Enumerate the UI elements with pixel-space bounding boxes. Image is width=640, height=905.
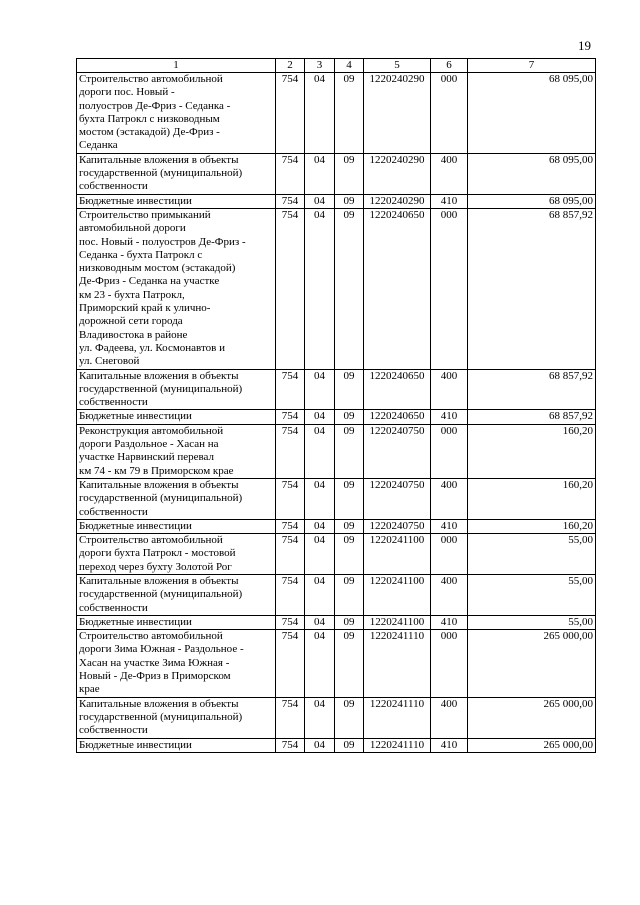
row-section-cell: 04 xyxy=(305,738,335,752)
row-subsection-cell: 09 xyxy=(335,73,364,154)
budget-table xyxy=(76,58,596,753)
row-section-cell: 04 xyxy=(305,615,335,629)
row-expense-type-cell: 400 xyxy=(431,574,468,615)
row-section-cell: 04 xyxy=(305,478,335,519)
row-name-cell: Капитальные вложения в объекты государственной (муниципальной) собственности xyxy=(77,369,276,410)
row-expense-type-cell: 400 xyxy=(431,478,468,519)
col-header-7: 7 xyxy=(468,59,596,73)
row-subsection-cell: 09 xyxy=(335,369,364,410)
col-header-2: 2 xyxy=(276,59,305,73)
row-expense-type-cell: 000 xyxy=(431,630,468,697)
row-target-article-cell: 1220240290 xyxy=(364,73,431,154)
row-section-cell: 04 xyxy=(305,574,335,615)
table-row xyxy=(77,153,596,194)
row-amount-cell: 265 000,00 xyxy=(468,738,596,752)
row-section-cell: 04 xyxy=(305,424,335,478)
row-name-cell: Строительство автомобильной дороги бухта Патрокл - мостовой переход через бухту Золотой Рог xyxy=(77,534,276,575)
table-row xyxy=(77,574,596,615)
row-name-cell: Строительство автомобильной дороги Зима Южная - Раздольное - Хасан на участке Зима Южная - Новый - Де-Фриз в Приморском крае xyxy=(77,630,276,697)
row-expense-type-cell: 410 xyxy=(431,410,468,424)
row-grbs-cell: 754 xyxy=(276,519,305,533)
row-amount-cell: 68 857,92 xyxy=(468,410,596,424)
row-grbs-cell: 754 xyxy=(276,153,305,194)
table-row xyxy=(77,73,596,154)
row-amount-cell: 160,20 xyxy=(468,478,596,519)
row-amount-cell: 68 095,00 xyxy=(468,194,596,208)
row-subsection-cell: 09 xyxy=(335,153,364,194)
table-row xyxy=(77,534,596,575)
row-target-article-cell: 1220240290 xyxy=(364,194,431,208)
table-row xyxy=(77,519,596,533)
row-target-article-cell: 1220240650 xyxy=(364,369,431,410)
row-grbs-cell: 754 xyxy=(276,697,305,738)
row-target-article-cell: 1220241110 xyxy=(364,697,431,738)
row-grbs-cell: 754 xyxy=(276,630,305,697)
row-name-cell: Реконструкция автомобильной дороги Раздольное - Хасан на участке Нарвинский перевал км 74 - км 79 в Приморском крае xyxy=(77,424,276,478)
row-subsection-cell: 09 xyxy=(335,208,364,369)
row-section-cell: 04 xyxy=(305,534,335,575)
row-grbs-cell: 754 xyxy=(276,534,305,575)
row-target-article-cell: 1220241110 xyxy=(364,630,431,697)
row-target-article-cell: 1220241100 xyxy=(364,574,431,615)
row-target-article-cell: 1220241110 xyxy=(364,738,431,752)
table-row xyxy=(77,615,596,629)
row-grbs-cell: 754 xyxy=(276,738,305,752)
row-section-cell: 04 xyxy=(305,194,335,208)
row-name-cell: Капитальные вложения в объекты государственной (муниципальной) собственности xyxy=(77,574,276,615)
row-section-cell: 04 xyxy=(305,73,335,154)
row-target-article-cell: 1220240750 xyxy=(364,424,431,478)
table-row xyxy=(77,478,596,519)
row-grbs-cell: 754 xyxy=(276,478,305,519)
col-header-1: 1 xyxy=(77,59,276,73)
row-grbs-cell: 754 xyxy=(276,574,305,615)
row-subsection-cell: 09 xyxy=(335,534,364,575)
row-name-cell: Бюджетные инвестиции xyxy=(77,615,276,629)
row-subsection-cell: 09 xyxy=(335,519,364,533)
row-name-cell: Капитальные вложения в объекты государственной (муниципальной) собственности xyxy=(77,478,276,519)
row-target-article-cell: 1220240750 xyxy=(364,478,431,519)
row-subsection-cell: 09 xyxy=(335,194,364,208)
row-subsection-cell: 09 xyxy=(335,424,364,478)
col-header-4: 4 xyxy=(335,59,364,73)
row-section-cell: 04 xyxy=(305,519,335,533)
row-amount-cell: 160,20 xyxy=(468,519,596,533)
row-target-article-cell: 1220241100 xyxy=(364,534,431,575)
row-section-cell: 04 xyxy=(305,208,335,369)
row-amount-cell: 160,20 xyxy=(468,424,596,478)
row-section-cell: 04 xyxy=(305,153,335,194)
row-name-cell: Строительство автомобильной дороги пос. Новый - полуостров Де-Фриз - Седанка - бухта Патрокл с низководным мостом (эстакадой) Де-Фриз - Седанка xyxy=(77,73,276,154)
row-amount-cell: 68 095,00 xyxy=(468,153,596,194)
row-expense-type-cell: 400 xyxy=(431,369,468,410)
row-grbs-cell: 754 xyxy=(276,615,305,629)
col-header-6: 6 xyxy=(431,59,468,73)
row-amount-cell: 55,00 xyxy=(468,534,596,575)
row-subsection-cell: 09 xyxy=(335,697,364,738)
table-row xyxy=(77,410,596,424)
page-number: 19 xyxy=(578,38,591,53)
table-row xyxy=(77,630,596,697)
row-target-article-cell: 1220240750 xyxy=(364,519,431,533)
row-name-cell: Капитальные вложения в объекты государственной (муниципальной) собственности xyxy=(77,697,276,738)
row-subsection-cell: 09 xyxy=(335,738,364,752)
row-name-cell: Строительство примыканий автомобильной дороги пос. Новый - полуостров Де-Фриз - Седанка - бухта Патрокл с низководным мостом (эстакадой) Де-Фриз - Седанка на участке км 23 - бухта Патрокл, Приморский край к улично- дорожной сети города Владивостока в районе ул. Фадеева, ул. Космонавтов и ул. Снеговой xyxy=(77,208,276,369)
row-grbs-cell: 754 xyxy=(276,194,305,208)
row-subsection-cell: 09 xyxy=(335,478,364,519)
row-expense-type-cell: 410 xyxy=(431,194,468,208)
row-name-cell: Бюджетные инвестиции xyxy=(77,194,276,208)
row-target-article-cell: 1220240290 xyxy=(364,153,431,194)
row-expense-type-cell: 410 xyxy=(431,519,468,533)
row-grbs-cell: 754 xyxy=(276,410,305,424)
row-subsection-cell: 09 xyxy=(335,615,364,629)
row-target-article-cell: 1220240650 xyxy=(364,208,431,369)
row-section-cell: 04 xyxy=(305,697,335,738)
row-section-cell: 04 xyxy=(305,630,335,697)
row-subsection-cell: 09 xyxy=(335,410,364,424)
row-expense-type-cell: 410 xyxy=(431,738,468,752)
row-section-cell: 04 xyxy=(305,369,335,410)
table-row xyxy=(77,738,596,752)
row-name-cell: Бюджетные инвестиции xyxy=(77,738,276,752)
row-subsection-cell: 09 xyxy=(335,630,364,697)
row-target-article-cell: 1220241100 xyxy=(364,615,431,629)
row-expense-type-cell: 000 xyxy=(431,208,468,369)
row-amount-cell: 68 857,92 xyxy=(468,369,596,410)
row-amount-cell: 265 000,00 xyxy=(468,630,596,697)
row-name-cell: Бюджетные инвестиции xyxy=(77,519,276,533)
row-expense-type-cell: 000 xyxy=(431,534,468,575)
row-expense-type-cell: 400 xyxy=(431,697,468,738)
table-row xyxy=(77,194,596,208)
row-expense-type-cell: 410 xyxy=(431,615,468,629)
row-grbs-cell: 754 xyxy=(276,369,305,410)
row-name-cell: Капитальные вложения в объекты государственной (муниципальной) собственности xyxy=(77,153,276,194)
row-grbs-cell: 754 xyxy=(276,208,305,369)
row-expense-type-cell: 000 xyxy=(431,73,468,154)
col-header-5: 5 xyxy=(364,59,431,73)
row-amount-cell: 68 095,00 xyxy=(468,73,596,154)
row-grbs-cell: 754 xyxy=(276,424,305,478)
row-amount-cell: 265 000,00 xyxy=(468,697,596,738)
table-row xyxy=(77,424,596,478)
row-expense-type-cell: 400 xyxy=(431,153,468,194)
row-amount-cell: 55,00 xyxy=(468,615,596,629)
row-subsection-cell: 09 xyxy=(335,574,364,615)
row-section-cell: 04 xyxy=(305,410,335,424)
header-row xyxy=(77,59,596,73)
row-amount-cell: 55,00 xyxy=(468,574,596,615)
row-expense-type-cell: 000 xyxy=(431,424,468,478)
row-grbs-cell: 754 xyxy=(276,73,305,154)
col-header-3: 3 xyxy=(305,59,335,73)
table-row xyxy=(77,697,596,738)
row-target-article-cell: 1220240650 xyxy=(364,410,431,424)
table-row xyxy=(77,369,596,410)
row-amount-cell: 68 857,92 xyxy=(468,208,596,369)
row-name-cell: Бюджетные инвестиции xyxy=(77,410,276,424)
table-row xyxy=(77,208,596,369)
